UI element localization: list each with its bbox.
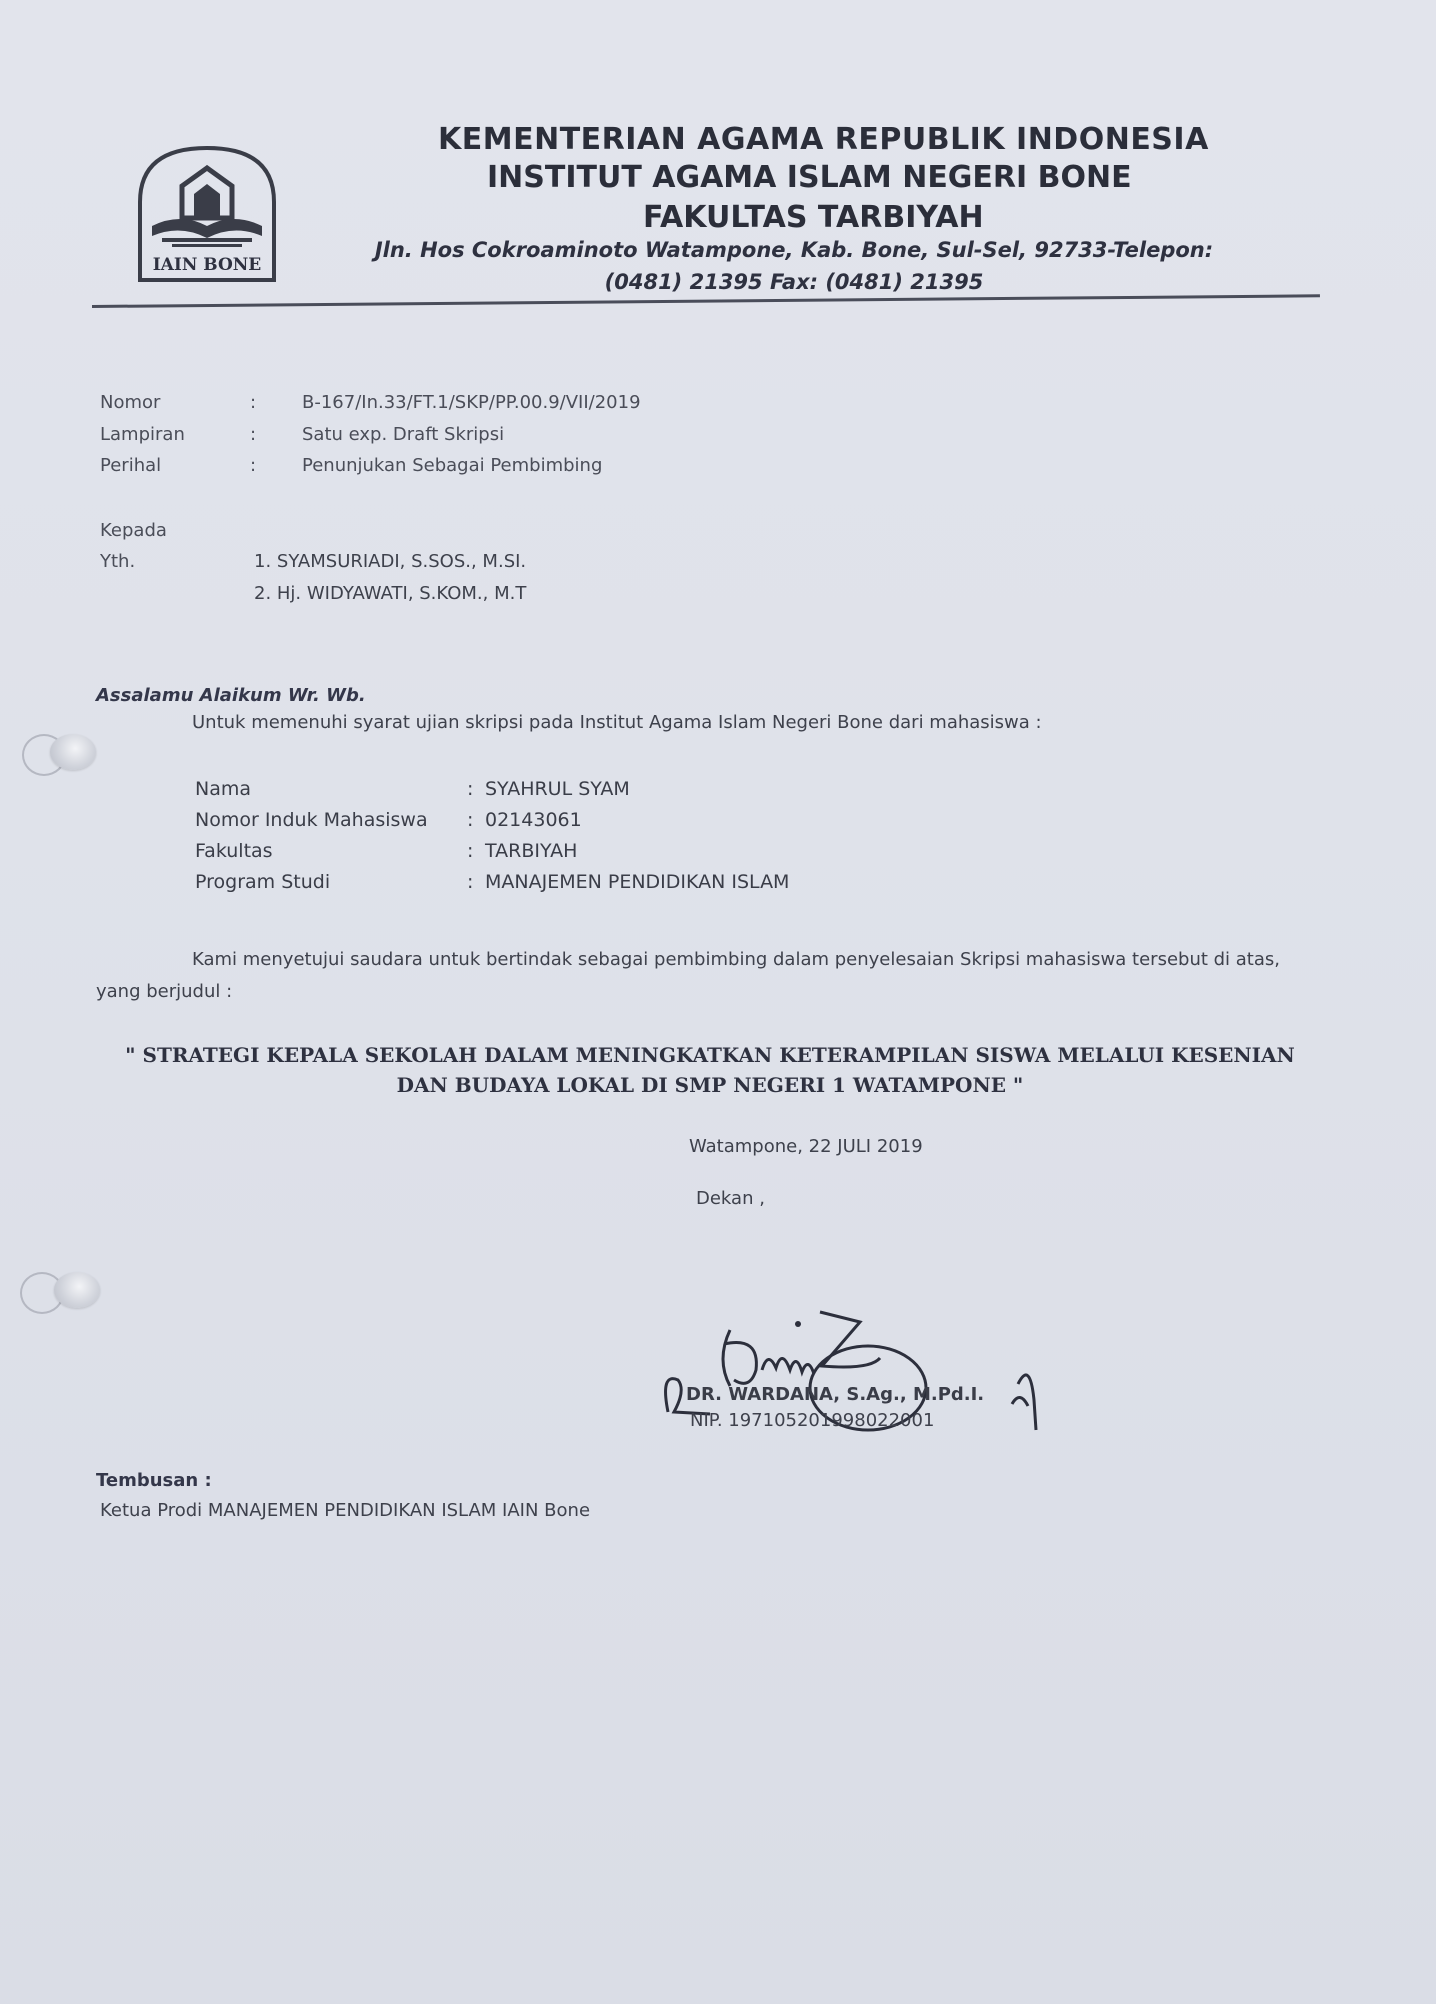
header-ministry: KEMENTERIAN AGAMA REPUBLIK INDONESIA [438, 122, 1209, 157]
meta-row-lampiran: Lampiran : Satu exp. Draft Skripsi [100, 424, 505, 445]
student-row-nama: Nama : SYAHRUL SYAM [195, 778, 630, 800]
signer-position: Dekan , [696, 1188, 765, 1209]
recipient-kepada: Kepada [100, 520, 167, 541]
intro-text: Untuk memenuhi syarat ujian skripsi pada Institut Agama Islam Negeri Bone dari mahasiswa : [192, 712, 1042, 733]
recipient-name-2: 2. Hj. WIDYAWATI, S.KOM., M.T [254, 583, 527, 604]
header-faculty: FAKULTAS TARBIYAH [643, 200, 984, 235]
recipient-yth: Yth. [100, 551, 136, 572]
recipient-name-1: 1. SYAMSURIADI, S.SOS., M.SI. [254, 551, 527, 572]
approval-paragraph: Kami menyetujui saudara untuk bertindak sebagai pembimbing dalam penyelesaian Skripsi mahasiswa tersebut di atas, yang berjudul : [96, 949, 1280, 1002]
greeting: Assalamu Alaikum Wr. Wb. [96, 685, 366, 706]
student-row-nim: Nomor Induk Mahasiswa : 02143061 [195, 809, 582, 831]
place-date: Watampone, 22 JULI 2019 [689, 1136, 923, 1157]
header-institute: INSTITUT AGAMA ISLAM NEGERI BONE [487, 160, 1132, 195]
punch-hole-top [50, 734, 96, 770]
signer-name: DR. WARDANA, S.Ag., M.Pd.I. [686, 1384, 985, 1405]
signer-nip: NIP. 197105201998022001 [690, 1410, 935, 1431]
cc-line: Ketua Prodi MANAJEMEN PENDIDIKAN ISLAM IAIN Bone [100, 1500, 591, 1521]
cc-title: Tembusan : [96, 1470, 212, 1491]
thesis-title: " STRATEGI KEPALA SEKOLAH DALAM MENINGKATKAN KETERAMPILAN SISWA MELALUI KESENIAN DAN BUDAYA LOKAL DI SMP NEGERI 1 WATAMPONE " [125, 1043, 1295, 1097]
svg-text:IAIN BONE: IAIN BONE [152, 255, 262, 275]
iain-bone-logo [132, 142, 282, 286]
punch-hole-bottom [54, 1272, 100, 1308]
header-address: Jln. Hos Cokroaminoto Watampone, Kab. Bone, Sul-Sel, 92733-Telepon: (0481) 21395 Fax: (0481) 21395 [374, 238, 1214, 294]
meta-row-perihal: Perihal : Penunjukan Sebagai Pembimbing [100, 455, 603, 476]
student-row-prodi: Program Studi : MANAJEMEN PENDIDIKAN ISLAM [195, 871, 790, 893]
meta-row-nomor: Nomor : B-167/In.33/FT.1/SKP/PP.00.9/VII/2019 [100, 392, 641, 413]
student-row-fakultas: Fakultas : TARBIYAH [195, 840, 578, 862]
